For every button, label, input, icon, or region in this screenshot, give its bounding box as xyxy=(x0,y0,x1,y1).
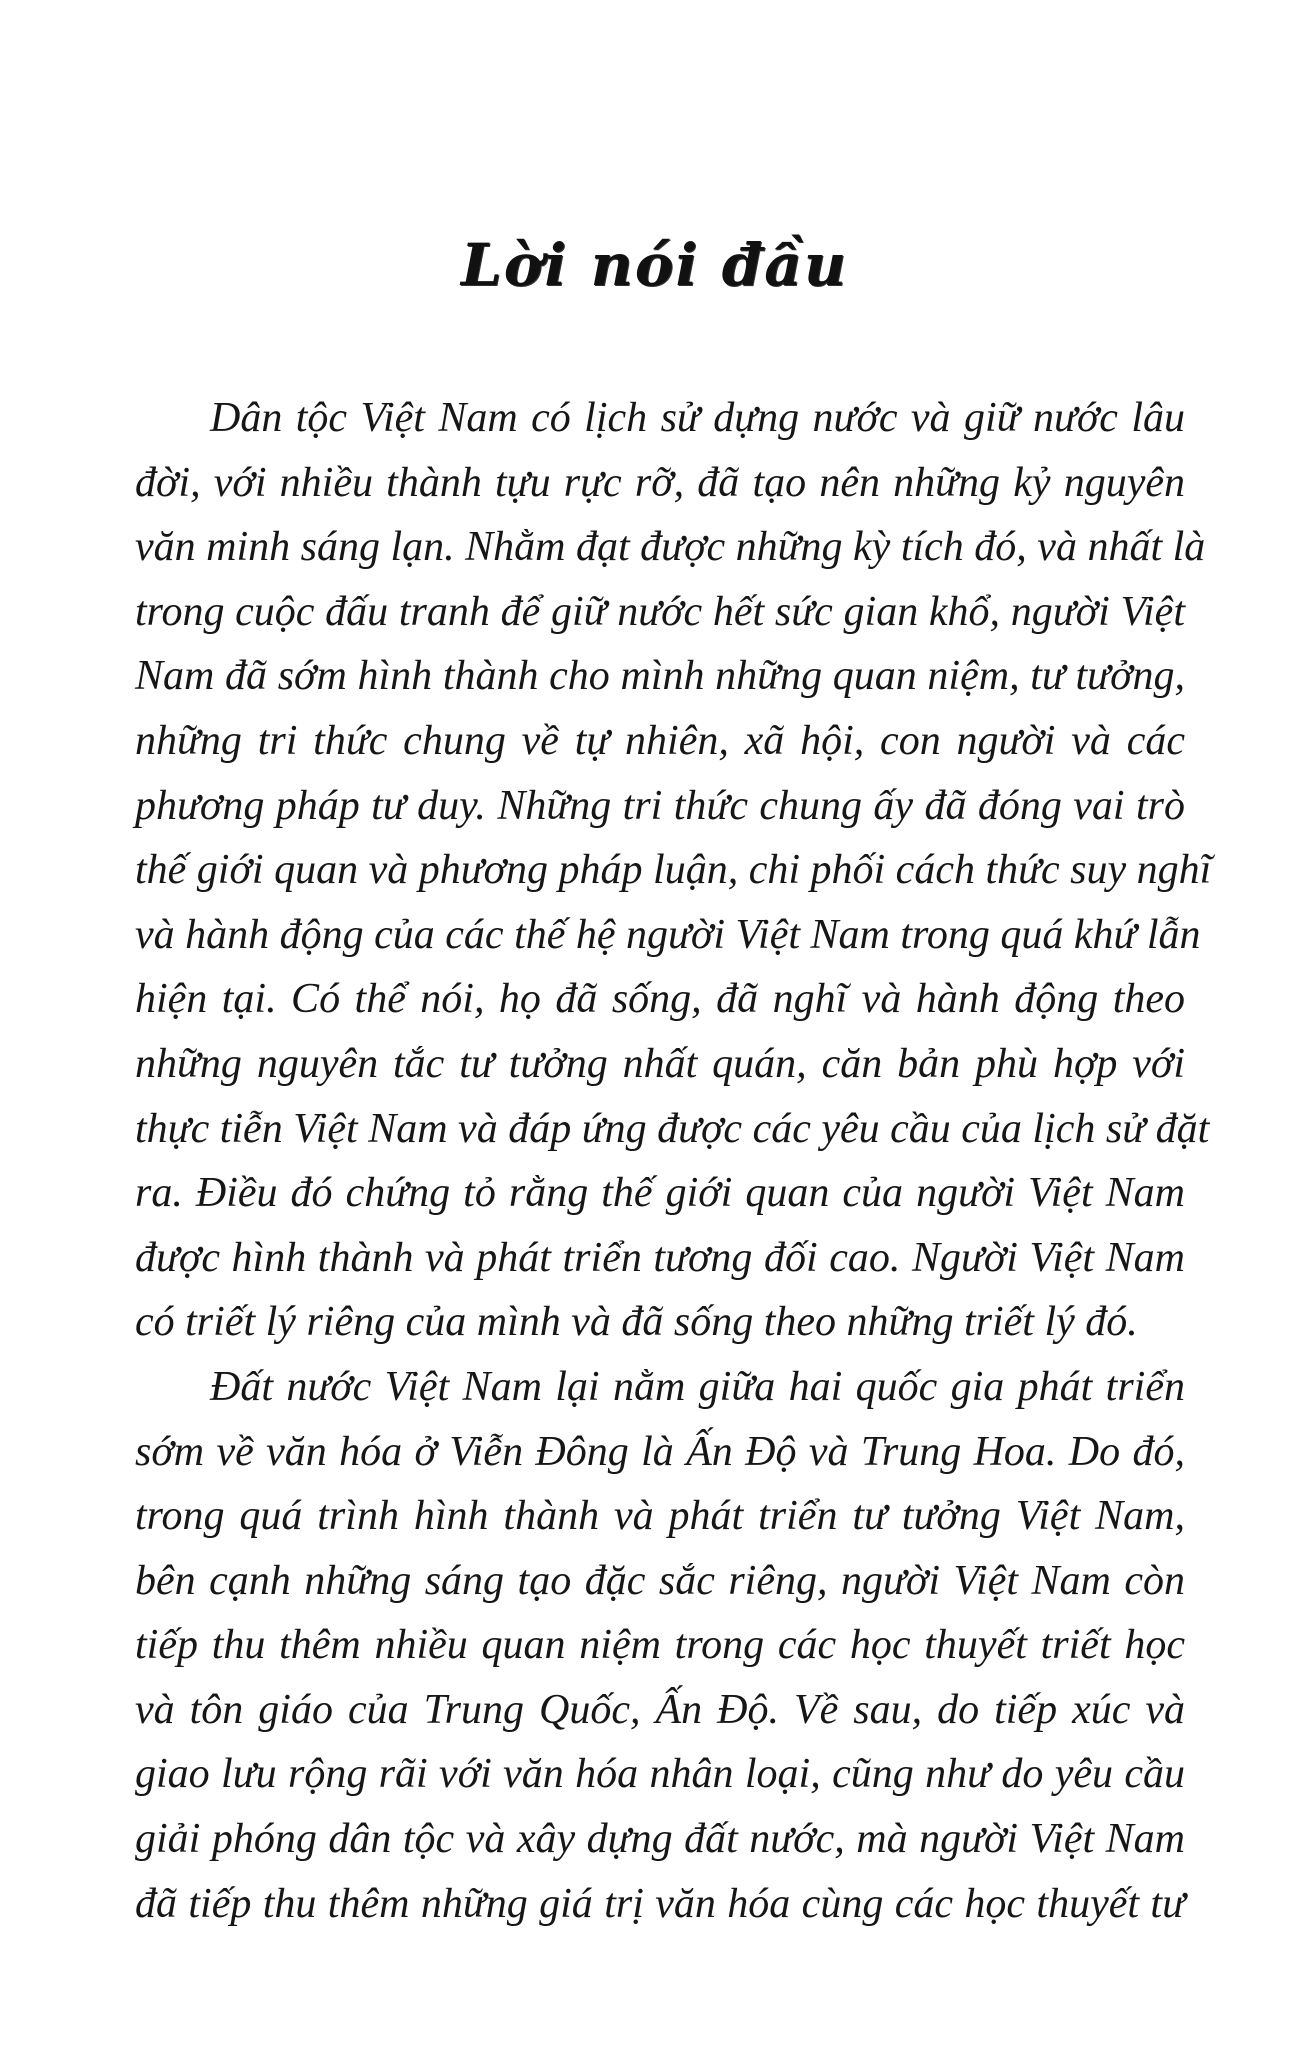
text-line: trong cuộc đấu tranh để giữ nước hết sức gian khổ, người Việt xyxy=(135,588,1185,635)
text-line: Đất nước Việt Nam lại nằm giữa hai quốc gia phát triển xyxy=(210,1363,1185,1410)
text-line: và hành động của các thế hệ người Việt Nam trong quá khứ lẫn xyxy=(135,911,1201,958)
text-line: trong quá trình hình thành và phát triển tư tưởng Việt Nam, xyxy=(135,1493,1185,1540)
text-line: Dân tộc Việt Nam có lịch sử dựng nước và giữ nước lâu xyxy=(210,395,1185,441)
text-line: phương pháp tư duy. Những tri thức chung ấy đã đóng vai trò xyxy=(135,782,1185,829)
text-line: bên cạnh những sáng tạo đặc sắc riêng, người Việt Nam còn xyxy=(135,1557,1185,1604)
text-line: giao lưu rộng rãi với văn hóa nhân loại, cũng như do yêu cầu xyxy=(135,1751,1185,1798)
text-line: được hình thành và phát triển tương đối cao. Người Việt Nam xyxy=(135,1234,1185,1281)
text-line: những tri thức chung về tự nhiên, xã hội, con người và các xyxy=(135,717,1185,764)
text-line: có triết lý riêng của mình và đã sống theo những triết lý đó. xyxy=(135,1299,1138,1346)
text-line: hiện tại. Có thể nói, họ đã sống, đã nghĩ và hành động theo xyxy=(135,976,1185,1023)
text-line: đã tiếp thu thêm những giá trị văn hóa cùng các học thuyết tư xyxy=(135,1880,1185,1927)
text-line: và tôn giáo của Trung Quốc, Ấn Độ. Về sau, do tiếp xúc và xyxy=(135,1686,1185,1733)
page-title: Lời nói đầu xyxy=(460,231,849,299)
text-line: đời, với nhiều thành tựu rực rỡ, đã tạo nên những kỷ nguyên xyxy=(135,459,1185,506)
text-line: Nam đã sớm hình thành cho mình những quan niệm, tư tưởng, xyxy=(135,653,1185,700)
paragraph-1 xyxy=(135,386,1212,1355)
text-line: văn minh sáng lạn. Nhằm đạt được những kỳ tích đó, và nhất là xyxy=(135,524,1206,571)
text-line: ra. Điều đó chứng tỏ rằng thế giới quan của người Việt Nam xyxy=(135,1170,1185,1217)
text-line: thế giới quan và phương pháp luận, chi phối cách thức suy nghĩ xyxy=(135,847,1212,894)
text-line: giải phóng dân tộc và xây dựng đất nước, mà người Việt Nam xyxy=(135,1816,1185,1863)
paragraph-2 xyxy=(135,1355,1185,1936)
text-line: những nguyên tắc tư tưởng nhất quán, căn bản phù hợp với xyxy=(135,1040,1185,1087)
text-line: thực tiễn Việt Nam và đáp ứng được các yêu cầu của lịch sử đặt xyxy=(135,1105,1210,1152)
text-line: tiếp thu thêm nhiều quan niệm trong các học thuyết triết học xyxy=(135,1622,1185,1669)
body-text xyxy=(135,386,1212,1936)
text-line: sớm về văn hóa ở Viễn Đông là Ấn Độ và Trung Hoa. Do đó, xyxy=(135,1428,1185,1475)
